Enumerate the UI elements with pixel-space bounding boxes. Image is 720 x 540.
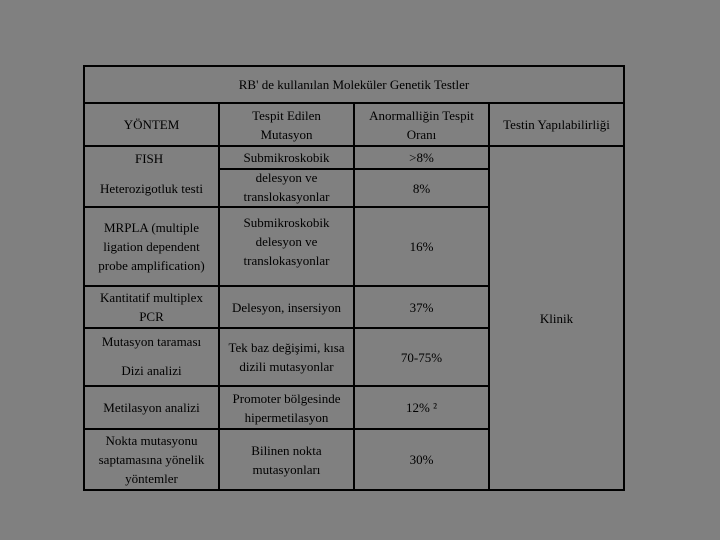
- mutation-cell: Tek baz değişimi, kısa dizili mutasyonlar: [228, 340, 345, 374]
- method-cell: Dizi analizi: [121, 362, 182, 378]
- method-cell: Kantitatif multiplex PCR: [100, 290, 203, 324]
- header-rate: Anormalliğin Tespit Oranı: [369, 107, 474, 142]
- table-title: RB' de kullanılan Moleküler Genetik Testler: [238, 77, 470, 92]
- table-border-right: [623, 65, 625, 491]
- rate-cell: 37%: [409, 299, 434, 315]
- mutation-cell: Delesyon, insersiyon: [231, 299, 342, 315]
- method-cell: MRPLA (multiple ligation dependent probe amplification): [98, 220, 205, 273]
- method-cell: Metilasyon analizi: [103, 400, 200, 415]
- method-cell: Heterozigotluk testi: [100, 180, 203, 196]
- mutation-cell: delesyon ve translokasyonlar: [243, 170, 330, 204]
- mutation-cell: Submikroskobik: [243, 150, 330, 165]
- mutation-cell: Submikroskobik delesyon ve translokasyonlar: [243, 214, 330, 268]
- rate-cell: 16%: [409, 239, 434, 254]
- rate-cell: 8%: [412, 180, 431, 196]
- method-cell: FISH: [135, 150, 164, 166]
- rate-cell: 70-75%: [400, 349, 443, 365]
- rate-cell: >8%: [409, 150, 434, 165]
- method-cell: Mutasyon taraması: [101, 333, 202, 349]
- rate-cell: 30%: [409, 452, 434, 467]
- header-availability: Testin Yapılabilirliği: [503, 117, 610, 132]
- rate-cell: 12% ²: [406, 400, 437, 415]
- header-method: YÖNTEM: [123, 117, 180, 132]
- header-mutation: Tespit Edilen Mutasyon: [252, 107, 321, 142]
- availability-cell: Klinik: [539, 310, 574, 326]
- mutation-cell: Promoter bölgesinde hipermetilasyon: [232, 390, 341, 425]
- mutation-cell: Bilinen nokta mutasyonları: [251, 442, 322, 477]
- method-cell: Nokta mutasyonu saptamasına yönelik yöntemler: [98, 433, 205, 486]
